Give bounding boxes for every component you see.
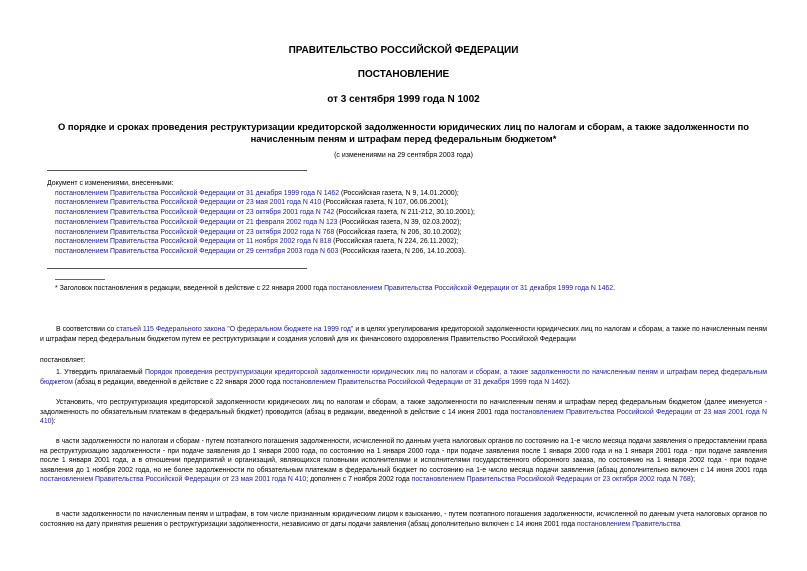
resolution-link[interactable]: постановлением Правительства <box>577 520 681 528</box>
amendment-source: (Российская газета, N 211-212, 30.10.2001); <box>334 209 475 217</box>
changes-bottom-rule <box>47 268 307 269</box>
footnote <box>55 285 615 292</box>
amendment-link[interactable]: постановлением Правительства Российской Федерации от 21 февраля 2002 года N 123 <box>55 218 338 226</box>
law-article-link[interactable]: статьей 115 Федерального закона "О федеральном бюджете на 1999 год" <box>116 326 354 333</box>
paragraph-text: ). <box>566 378 571 386</box>
document-date-number: от 3 сентября 1999 года N 1002 <box>327 94 480 105</box>
amendment-link[interactable]: постановлением Правительства Российской Федерации от 11 ноября 2002 года N 818 <box>55 238 332 246</box>
changes-top-rule <box>47 170 307 171</box>
amendment-link[interactable]: постановлением Правительства Российской Федерации от 23 октября 2002 года N 768 <box>55 228 335 236</box>
amendment-source: (Российская газета, N 224, 26.11.2002); <box>331 238 459 246</box>
document-type-heading: ПОСТАНОВЛЕНИЕ <box>357 69 450 80</box>
paragraph-text: в части задолженности по начисленным пеням и штрафам, в том числе признанным юридическим лицом к взысканию, - путем поэтапного погашения задолженности, исчисленной по данным учета налоговых органов по состоянию на дату принятия решения о реструктуризации задолженности, независимо от даты подачи заявления (абзац дополнительно включен с 14 июня 2001 года <box>40 511 767 528</box>
amendment-source: (Российская газета, N 107, 06.06.2001); <box>321 199 449 207</box>
resolution-link[interactable]: постановлением Правительства Российской Федерации от 23 октября 2002 года N 768 <box>411 476 691 484</box>
procedure-link[interactable]: Порядок проведения реструктуризации кредиторской задолженности юридических лиц по налогам и сборам, а также задолженности по начисленным пеням и штрафам перед федеральным бюджетом <box>40 369 767 386</box>
list-item <box>47 237 475 247</box>
paragraph-text: 1. Утвердить прилагаемый <box>56 369 146 376</box>
paragraph-text: в части задолженности по налогам и сборам - путем поэтапного погашения задолженности, исчисленной по данным учета налоговых органов по состоянию на 1-е число месяца подачи заявления о предоставлении права на реструктуризацию задолженности - при подаче заявления до 1 января 2000 года, по состоянию на 1 января 2000 года - при подаче заявления после 1 января 2000 года и на 1 января 2001 года - при подаче заявления после 1 января 2001 года, а в отношении предприятий и организаций, являющихся головными исполнителями и исполнителями государственного оборонного заказа, по состоянию на 1 января 2002 года - при подаче заявления до 1 ноября 2002 года, но не более задолженности по обязательным платежам в федеральный бюджет по состоянию на 1-е число месяца подачи заявления (абзац дополнительно включен с 14 июня 2001 года <box>40 438 767 474</box>
amendment-source: (Российская газета, N 206, 14.10.2003). <box>338 247 466 255</box>
paragraph-establish <box>40 398 767 427</box>
amendment-link[interactable]: постановлением Правительства Российской Федерации от 23 октября 2001 года N 742 <box>55 209 335 217</box>
list-item <box>47 208 475 218</box>
changes-list <box>47 179 475 257</box>
paragraph-text: ); <box>690 476 695 484</box>
footnote-link[interactable]: постановлением Правительства Российской Федерации от 31 декабря 1999 года N 1462 <box>329 285 614 292</box>
list-item <box>47 228 475 238</box>
paragraph-taxes <box>40 437 767 485</box>
paragraph-text: ): <box>51 418 56 426</box>
preamble-text: В соответствии со <box>56 326 117 333</box>
resolution-link[interactable]: постановлением Правительства Российской Федерации от 31 декабря 1999 года N 1462 <box>282 378 567 386</box>
paragraph-text: Установить, что реструктуризация кредиторской задолженности юридических лиц по налогам и сборам, а также задолженности по начисленным пеням и штрафам перед федеральным бюджетом (далее именуется - задолженность по обязательным платежам в федеральный бюджет) проводится (абзац в редакции, введенной в действие с 14 июня 2001 года <box>40 399 767 416</box>
document-title: О порядке и сроках проведения реструктуризации кредиторской задолженности юридических лиц по налогам и сборам, а также задолженности по начисленным пеням и штрафам перед федеральным бюджетом* <box>57 121 750 144</box>
paragraph-1 <box>40 368 767 387</box>
paragraph-penalties <box>40 510 767 529</box>
preamble-paragraph <box>40 325 767 344</box>
paragraph-text: (абзац в редакции, введенной в действие с 22 января 2000 года <box>72 378 283 386</box>
list-item <box>47 198 475 208</box>
resolution-link[interactable]: постановлением Правительства Российской Федерации от 23 мая 2001 года N 410 <box>40 408 767 426</box>
government-heading: ПРАВИТЕЛЬСТВО РОССИЙСКОЙ ФЕДЕРАЦИИ <box>288 45 519 56</box>
amendment-source: (Российская газета, N 9, 14.01.2000); <box>339 189 459 197</box>
changes-intro: Документ с изменениями, внесенными: <box>47 180 174 187</box>
footnote-end: . <box>613 285 615 292</box>
amendment-link[interactable]: постановлением Правительства Российской Федерации от 29 сентября 2003 года N 603 <box>55 247 339 255</box>
amendment-link[interactable]: постановлением Правительства Российской Федерации от 31 декабря 1999 года N 1462 <box>55 189 340 197</box>
list-item <box>47 247 475 257</box>
list-item <box>47 189 475 199</box>
footnote-text: * Заголовок постановления в редакции, введенной в действие с 22 января 2000 года <box>55 285 330 292</box>
list-item <box>47 218 475 228</box>
resolves-label: постановляет: <box>40 357 86 364</box>
changes-note: (с изменениями на 29 сентября 2003 года) <box>334 152 473 159</box>
amendment-link[interactable]: постановлением Правительства Российской Федерации от 23 мая 2001 года N 410 <box>55 199 322 207</box>
footnote-separator <box>55 279 105 280</box>
amendment-source: (Российская газета, N 206, 30.10.2002); <box>334 228 462 236</box>
amendment-source: (Российская газета, N 39, 02.03.2002); <box>337 218 462 226</box>
preamble-text-cont: и в целях урегулирования кредиторской задолженности юридических лиц по налогам и сборам, а также по начисленным пеням и штрафам перед федеральным бюджетом путем ее реструктуризации и создания условий для их финансового оздоровления Правительство Российской Федерации <box>40 326 767 343</box>
paragraph-text: ; дополнен с 7 ноября 2002 года <box>306 476 412 484</box>
resolution-link[interactable]: постановлением Правительства Российской Федерации от 23 мая 2001 года N 410 <box>40 476 307 484</box>
